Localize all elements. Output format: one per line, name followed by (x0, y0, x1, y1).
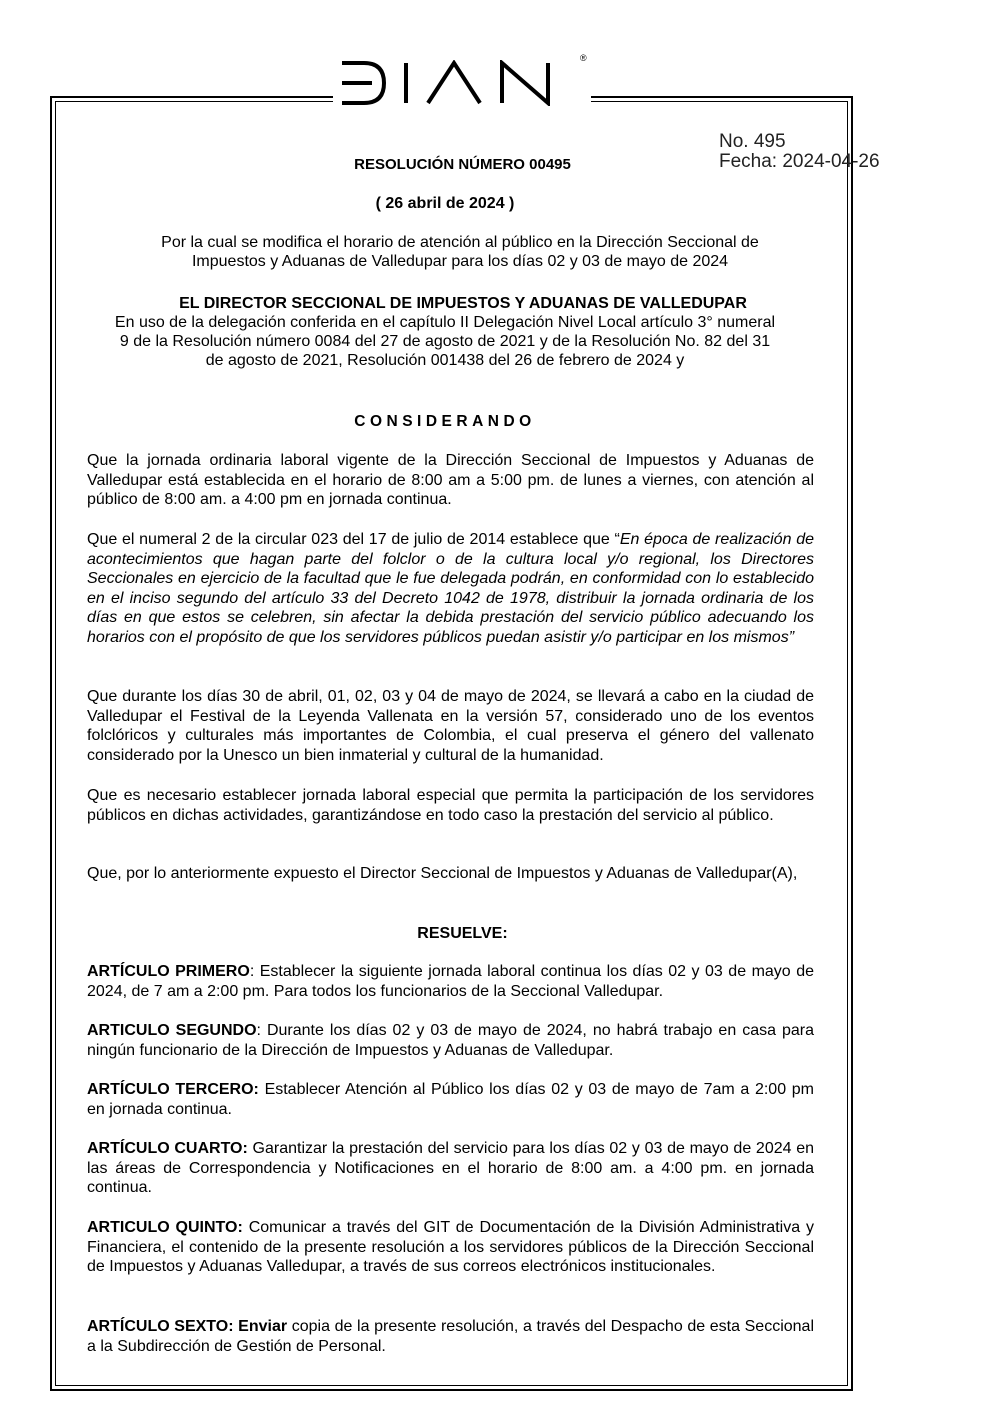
stamp-number: No. 495 (719, 131, 786, 152)
filing-stamp (719, 132, 880, 172)
article-label: ARTÍCULO TERCERO: (87, 1081, 259, 1098)
subject-line: Impuestos y Aduanas de Valledupar para los días 02 y 03 de mayo de 2024 (191, 253, 729, 270)
considerando-heading: CONSIDERANDO (354, 413, 536, 430)
consideration-paragraph: Que, por lo anteriormente expuesto el Director Seccional de Impuestos y Aduanas de Valledupar(A), (87, 865, 798, 882)
article-text: : Durante los días 02 y 03 de mayo de 2024, no habrá trabajo en casa para ningún funcionario de la Dirección de Impuestos y Aduanas de Valledupar. (87, 1022, 815, 1059)
resolution-subject (110, 233, 810, 271)
resolution-title: RESOLUCIÓN NÚMERO 00495 (354, 156, 571, 173)
director-heading: EL DIRECTOR SECCIONAL DE IMPUESTOS Y ADUANAS DE VALLEDUPAR (179, 295, 747, 312)
powers-clause (86, 313, 804, 370)
powers-line: En uso de la delegación conferida en el capítulo II Delegación Nivel Local artículo 3° numeral (114, 314, 776, 331)
subject-line: Por la cual se modifica el horario de atención al público en la Dirección Seccional de (161, 234, 759, 251)
article-text: Garantizar la prestación del servicio para los días 02 y 03 de mayo de 2024 en las áreas de Correspondencia y Notificaciones en el horario de 8:00 am. a 4:00 pm. en jornada continua. (87, 1140, 815, 1197)
article-sexto (87, 1317, 814, 1356)
article-label: ARTICULO SEGUNDO (87, 1022, 257, 1039)
article-primero (87, 962, 814, 1001)
consideration-paragraph: Que la jornada ordinaria laboral vigente de la Dirección Seccional de Impuestos y Aduanas de Valledupar está establecida en el horario de 8:00 am a 5:00 pm. de lunes a viernes, con atención al público de 8:00 am. a 4:00 pm en jornada continua. (87, 452, 814, 509)
article-segundo (87, 1021, 814, 1060)
resuelve-heading: RESUELVE: (417, 925, 508, 942)
article-label: ARTÍCULO CUARTO: (87, 1140, 248, 1157)
article-label: ARTÍCULO PRIMERO (87, 963, 250, 980)
article-tercero (87, 1080, 814, 1119)
article-label: ARTÍCULO SEXTO: Enviar (87, 1318, 288, 1335)
dian-logo (338, 60, 588, 106)
article-cuarto (87, 1139, 814, 1198)
article-text: copia de la presente resolución, a través del Despacho de esta Seccional a la Subdirección de Gestión de Personal. (87, 1318, 815, 1355)
powers-line: 9 de la Resolución número 0084 del 27 de agosto de 2021 y de la Resolución No. 82 del 31 (119, 333, 771, 350)
article-quinto (87, 1218, 814, 1277)
article-label: ARTICULO QUINTO: (87, 1219, 243, 1236)
resolution-date: ( 26 abril de 2024 ) (375, 195, 515, 212)
article-text: Comunicar a través del GIT de Documentación de la División Administrativa y Financiera, el contenido de la presente resolución a los servidores públicos de la Dirección Seccional de Impuestos y Aduanas Valledupar, a través de sus correos electrónicos institucionales. (87, 1219, 815, 1276)
consideration-paragraph: Que durante los días 30 de abril, 01, 02, 03 y 04 de mayo de 2024, se llevará a cabo en la ciudad de Valledupar el Festival de la Leyenda Vallenata en la versión 57, considerado uno de los eventos folclóricos y culturales más importantes de Colombia, el cual preserva el género del vallenato considerado por la Unesco un bien inmaterial y cultural de la humanidad. (87, 688, 814, 764)
consideration-paragraph (87, 530, 814, 648)
article-text: : Establecer la siguiente jornada laboral continua los días 02 y 03 de mayo de 2024, de 7 am a 2:00 pm. Para todos los funcionarios de la Seccional Valledupar. (87, 963, 814, 1000)
registered-mark: ® (580, 53, 587, 63)
circular-quote: En época de realización de acontecimientos que hagan parte del folclor o de la cultura local y/o regional, los Directores Seccionales en ejercicio de la facultad que le fue delegada podrán, en conformidad con lo establecido en el inciso segundo del artículo 33 del Decreto 1042 de 1978, distribuir la jornada ordinaria de los días en que estos se celebren, sin afectar la debida prestación del servicio público adecuando los horarios con el propósito de que los servidores públicos puedan asistir y/o participar en los mismos” (87, 531, 814, 646)
consideration-intro: Que el numeral 2 de la circular 023 del 17 de julio de 2014 establece que “ (87, 531, 620, 548)
stamp-date: Fecha: 2024-04-26 (719, 151, 880, 172)
consideration-paragraph: Que es necesario establecer jornada laboral especial que permita la participación de los servidores públicos en dichas actividades, garantizándose en todo caso la prestación del servicio al público. (87, 787, 814, 824)
powers-line: de agosto de 2021, Resolución 001438 del 26 de febrero de 2024 y (205, 352, 685, 369)
article-text: Establecer Atención al Público los días 02 y 03 de mayo de 7am a 2:00 pm en jornada continua. (87, 1081, 814, 1118)
